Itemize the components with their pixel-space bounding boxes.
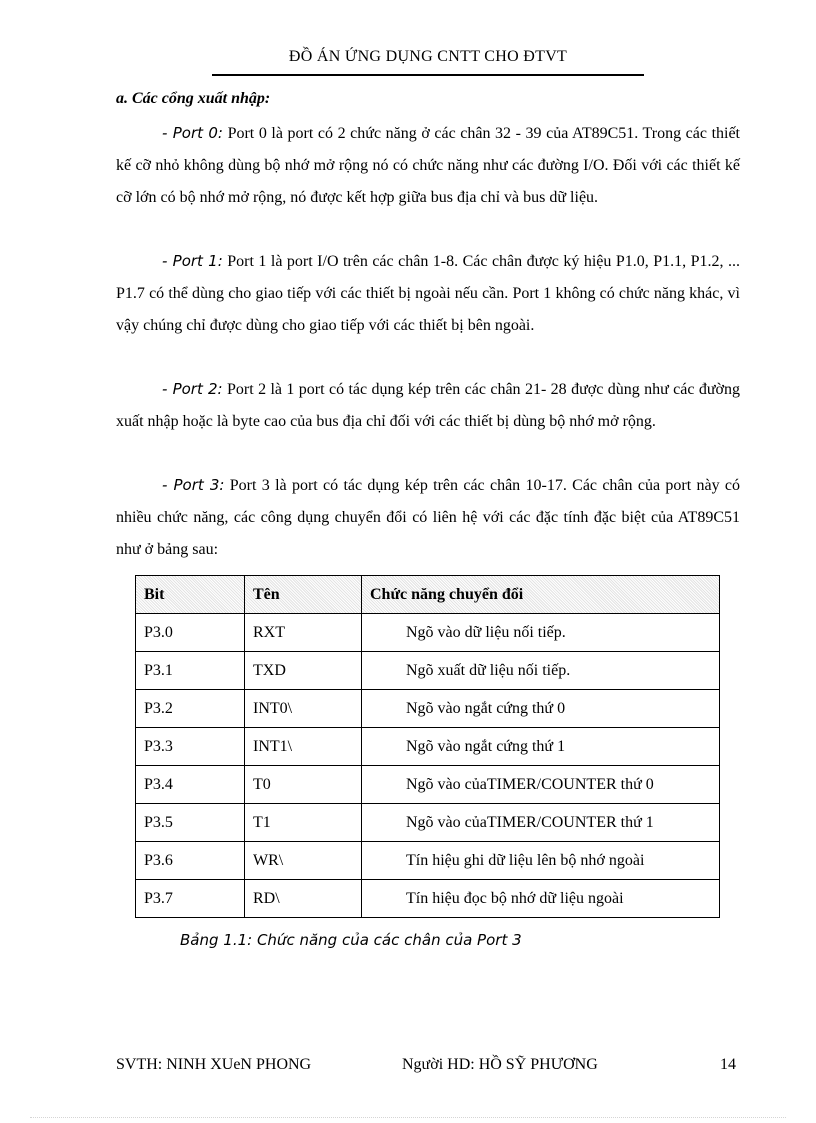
paragraph-port-3 xyxy=(116,469,740,566)
cell-name: T1 xyxy=(245,804,362,842)
header-name: Tên xyxy=(245,576,362,614)
cell-function: Tín hiệu ghi dữ liệu lên bộ nhớ ngoài xyxy=(362,842,720,880)
cell-bit: P3.2 xyxy=(136,690,245,728)
table-row xyxy=(136,842,720,880)
table-caption: Bảng 1.1: Chức năng của các chân của Port 3 xyxy=(180,931,522,949)
port-1-text: Port 1 là port I/O trên các chân 1-8. Các chân được ký hiệu P1.0, P1.1, P1.2, ... P1.7 có thể dùng cho giao tiếp với các thiết bị ngoài nếu cần. Port 1 không có chức năng khác, vì vậy chúng chỉ được dùng cho giao tiếp với các thiết bị bên ngoài. xyxy=(116,253,740,334)
paragraph-port-0 xyxy=(116,117,740,214)
cell-function: Ngõ vào củaTIMER/COUNTER thứ 1 xyxy=(362,804,720,842)
footer-advisor: Người HD: HỒ SỸ PHƯƠNG xyxy=(402,1056,598,1073)
header-bit: Bit xyxy=(136,576,245,614)
port-3-text: Port 3 là port có tác dụng kép trên các chân 10-17. Các chân của port này có nhiều chức năng, các công dụng chuyển đổi có liên hệ với các đặc tính đặc biệt của AT89C51 như ở bảng sau: xyxy=(116,477,740,558)
cell-name: RXT xyxy=(245,614,362,652)
page-header: ĐỒ ÁN ỨNG DỤNG CNTT CHO ĐTVT xyxy=(288,48,568,65)
cell-function: Ngõ vào dữ liệu nối tiếp. xyxy=(362,614,720,652)
cell-name: INT1\ xyxy=(245,728,362,766)
table-row xyxy=(136,804,720,842)
cell-function: Ngõ xuất dữ liệu nối tiếp. xyxy=(362,652,720,690)
paragraph-port-1 xyxy=(116,245,740,342)
page-bottom-divider xyxy=(30,1117,786,1118)
port-1-label: - Port 1: xyxy=(162,252,223,270)
footer-student: SVTH: NINH XUeN PHONG xyxy=(116,1056,312,1073)
header-rule xyxy=(212,74,644,76)
cell-name: INT0\ xyxy=(245,690,362,728)
table-header-row xyxy=(136,576,720,614)
port3-function-table xyxy=(135,575,720,918)
port-3-label: - Port 3: xyxy=(162,476,225,494)
cell-name: WR\ xyxy=(245,842,362,880)
cell-function: Ngõ vào ngắt cứng thứ 0 xyxy=(362,690,720,728)
port-2-label: - Port 2: xyxy=(162,380,223,398)
table-row xyxy=(136,766,720,804)
paragraph-port-2 xyxy=(116,373,740,438)
cell-name: T0 xyxy=(245,766,362,804)
table-row xyxy=(136,880,720,918)
table-row xyxy=(136,690,720,728)
cell-bit: P3.3 xyxy=(136,728,245,766)
cell-bit: P3.5 xyxy=(136,804,245,842)
cell-bit: P3.7 xyxy=(136,880,245,918)
table-row xyxy=(136,614,720,652)
cell-function: Ngõ vào ngắt cứng thứ 1 xyxy=(362,728,720,766)
header-function: Chức năng chuyển đổi xyxy=(362,576,720,614)
port-2-text: Port 2 là 1 port có tác dụng kép trên các chân 21- 28 được dùng như các đường xuất nhập hoặc là byte cao của bus địa chỉ đối với các thiết bị dùng bộ nhớ mở rộng. xyxy=(116,381,740,430)
cell-bit: P3.6 xyxy=(136,842,245,880)
cell-name: RD\ xyxy=(245,880,362,918)
cell-function: Tín hiệu đọc bộ nhớ dữ liệu ngoài xyxy=(362,880,720,918)
table-row xyxy=(136,728,720,766)
port-0-label: - Port 0: xyxy=(162,124,223,142)
page-number: 14 xyxy=(720,1056,736,1073)
port-0-text: Port 0 là port có 2 chức năng ở các chân 32 - 39 của AT89C51. Trong các thiết kế cỡ nhỏ không dùng bộ nhớ mở rộng nó có chức năng như các đường I/O. Đối với các thiết kế cỡ lớn có bộ nhớ mở rộng, nó được kết hợp giữa bus địa chỉ và bus dữ liệu. xyxy=(116,125,741,206)
cell-bit: P3.1 xyxy=(136,652,245,690)
cell-bit: P3.0 xyxy=(136,614,245,652)
cell-name: TXD xyxy=(245,652,362,690)
cell-function: Ngõ vào củaTIMER/COUNTER thứ 0 xyxy=(362,766,720,804)
section-title: a. Các cổng xuất nhập: xyxy=(116,90,271,107)
cell-bit: P3.4 xyxy=(136,766,245,804)
table-row xyxy=(136,652,720,690)
